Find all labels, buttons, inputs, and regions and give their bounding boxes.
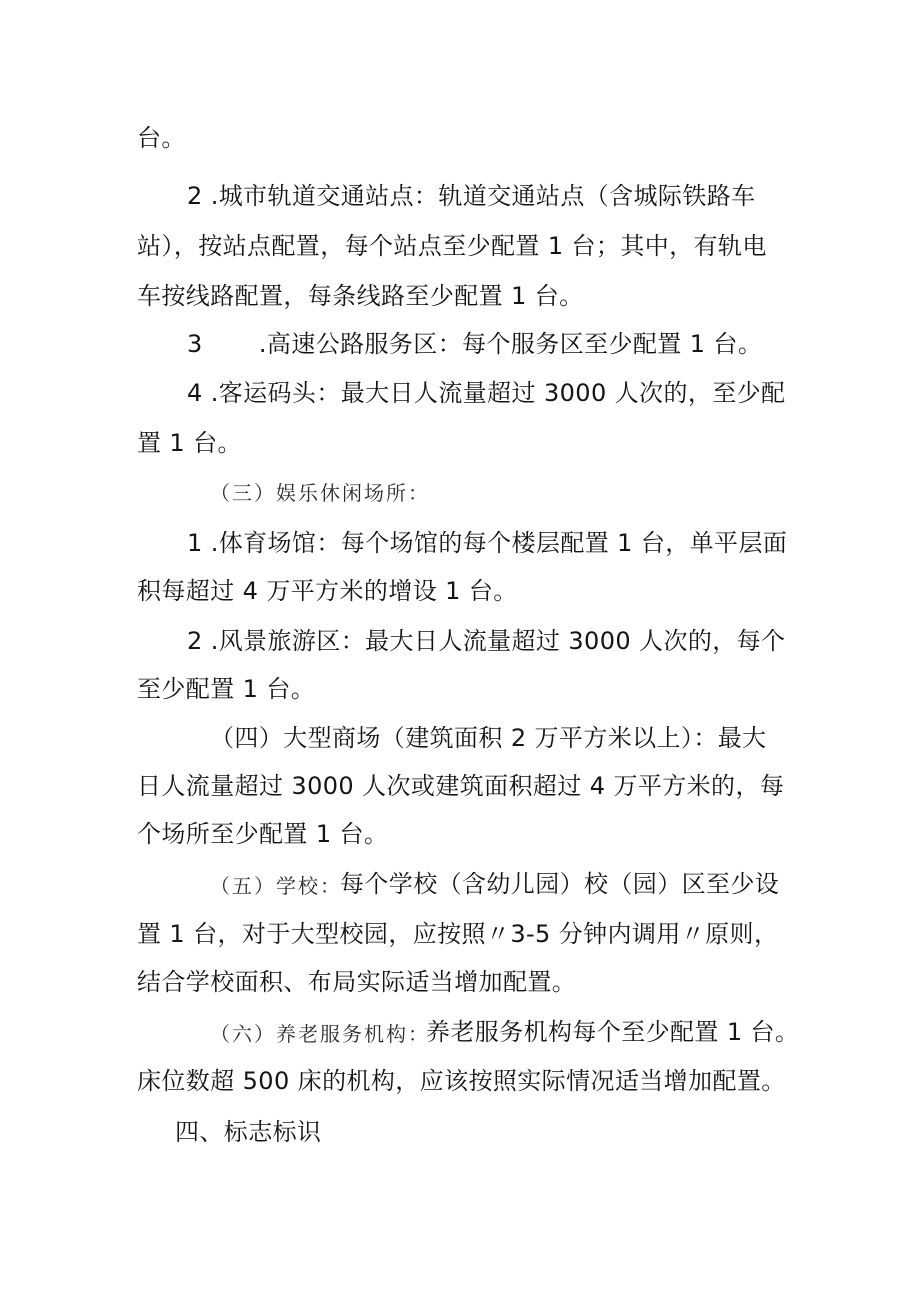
section-heading: （六）养老服务机构： [210,1022,430,1046]
text-line: 台。 [137,124,186,152]
text-line: 床位数超 500 床的机构，应该按照实际情况适当增加配置。 [137,1067,786,1095]
text-line: 2 .风景旅游区：最大日人流量超过 3000 人次的，每个 [187,627,786,655]
text-line: 3 .高速公路服务区：每个服务区至少配置 1 台。 [187,330,763,358]
section-title: 四、标志标识 [175,1118,322,1146]
section-heading: （三）娱乐休闲场所： [210,481,430,505]
text-line: 站），按站点配置，每个站点至少配置 1 台；其中，有轨电 [137,232,767,260]
text-line: 车按线路配置，每条线路至少配置 1 台。 [137,282,584,310]
text-line: 1 .体育场馆：每个场馆的每个楼层配置 1 台，单平层面 [187,529,788,557]
text-line: 至少配置 1 台。 [137,675,316,703]
text-line: 2 .城市轨道交通站点：轨道交通站点（含城际铁路车 [187,182,756,210]
text-line: （四）大型商场（建筑面积 2 万平方米以上）：最大 [210,724,767,752]
text-line: 4 .客运码头：最大日人流量超过 3000 人次的，至少配 [187,379,786,407]
text-line: 置 1 台。 [137,429,242,457]
section-heading: （五）学校： [210,874,342,898]
text-line: 每个学校（含幼儿园）校（园）区至少设 [340,870,780,898]
text-line: 日人流量超过 3000 人次或建筑面积超过 4 万平方米的，每 [137,772,785,800]
text-line: 积每超过 4 万平方米的增设 1 台。 [137,577,518,605]
text-line: 结合学校面积、布局实际适当增加配置。 [137,968,577,996]
text-line: 个场所至少配置 1 台。 [137,820,389,848]
text-line: 养老服务机构每个至少配置 1 台。 [426,1018,800,1046]
text-line: 置 1 台，对于大型校园，应按照〃3-5 分钟内调用〃原则， [137,920,779,948]
